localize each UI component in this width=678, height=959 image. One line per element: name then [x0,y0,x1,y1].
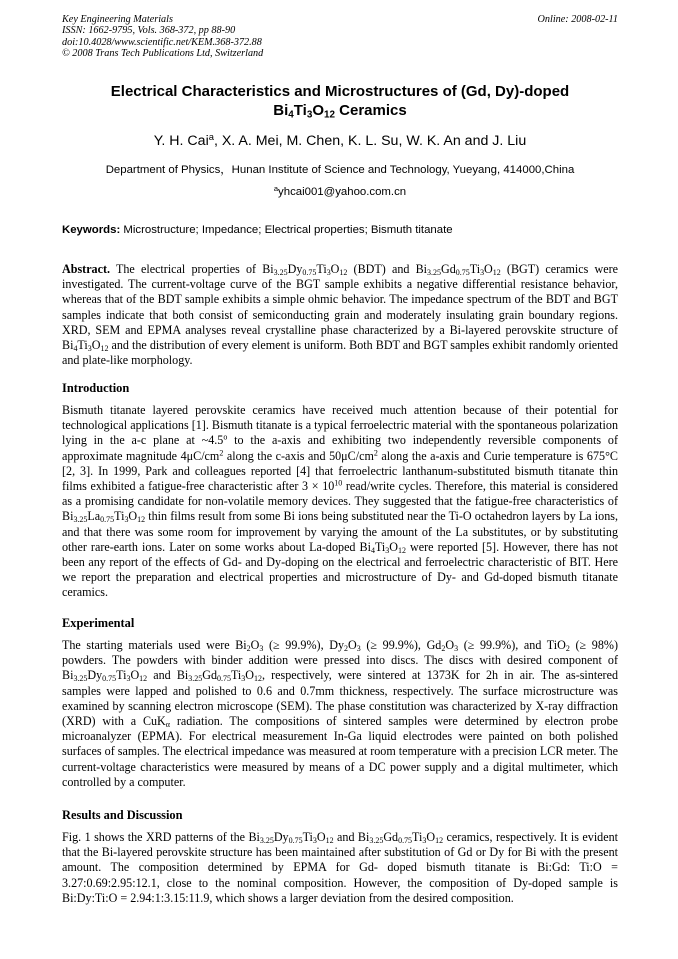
journal-name: Key Engineering Materials [62,14,173,25]
journal-doi: doi:10.4028/www.scientific.net/KEM.368-372.88 [62,36,262,48]
results-body: Fig. 1 shows the XRD patterns of the $Bi_{3.25}Dy_{0.75}Ti_3O_{12}$ and $Bi_{3.25}Gd_{0.75}Ti_3O_{12}$ ceramics, respectively. It is evident that the Bi-layered perovskite structure has been maintained after substitution of Gd or Dy for Bi with the present amount. The composition determined by EPMA for Gd- doped bismuth titanate is Bi:Gd: Ti:O = 3.27:0.69:2.95:12.1, close to the nominal composition. However, the composition of Dy-doped sample is Bi:Dy:Ti:O = 2.94:1:3.15:11.9, which shows a larger deviation from the desired composition. [62,830,618,905]
online-date: Online: 2008-02-11 [537,14,618,25]
paper-title [62,82,618,120]
journal-issn: ISSN: 1662-9795, Vols. 368-372, pp 88-90 [62,25,236,37]
introduction-body: Bismuth titanate layered perovskite ceramics have received much attention because of their potential for technological applications [1]. Bismuth titanate is a typical ferroelectric material with the spontaneous polarization lying in the a-c plane at ~4.5$^o$ to the a-axis and exhibiting two independently reversible components of approximate magnitude $4\mu C/cm^2$ along the c-axis and $50\mu C/cm^2$ along the a-axis and Curie temperature is 675°C [2, 3]. In 1999, Park and colleagues reported [4] that ferroelectric lanthanum-substituted bismuth titanate thin films exhibited a fatigue-free characteristic after $3 \times 10^{10}$ read/write cycles. Therefore, this material is considered as a promising candidate for non-volatile memory devices. They suggested that the fatigue-free characteristics of $Bi_{3.25}La_{0.75}Ti_3O_{12}$ thin films result from some Bi ions being substituted near the Ti-O octahedron layers by La ions, and that there was some room for improvement by varying the amount of the La substitutes, or by substituting other rare-earth ions. Later on some works about La-doped $Bi_4Ti_3O_{12}$ were reported [5]. However, there has not been any report of the effects of Gd- and Dy-doping on the electrical and ferroelectric characteristic of BIT. Here we report the preparation and electrical properties and microstructure of Dy- and Gd-doped bismuth titanate ceramics. [62,403,618,600]
introduction-heading: Introduction [62,381,130,395]
title-line-1: Electrical Characteristics and Microstructures of (Gd, Dy)-doped [110,83,570,100]
author-list: Y. H. Cai$^a$, X. A. Mei, M. Chen, K. L. Su, W. K. An and J. Liu [153,131,527,149]
keywords-label: Keywords: [62,224,121,236]
journal-copyright: © 2008 Trans Tech Publications Ltd, Switzerland [62,48,264,60]
abstract-label: Abstract. [62,262,111,276]
title-line-2: $Bi_4Ti_3O_{12}$ Ceramics [273,102,407,121]
affiliation: Department of Physics，Hunan Institute of Science and Technology, Yueyang, 414000,China [105,164,575,176]
experimental-heading: Experimental [62,616,135,630]
keywords [62,223,618,237]
journal-header [62,14,618,60]
keywords-text: Microstructure; Impedance; Electrical properties; Bismuth titanate [120,224,453,236]
results-heading: Results and Discussion [62,808,183,822]
abstract: Abstract. The electrical properties of $Bi_{3.25}Dy_{0.75}Ti_3O_{12}$ (BDT) and $Bi_{3.25}Gd_{0.75}Ti_3O_{12}$ (BGT) ceramics were investigated. The current-voltage curve of the BGT sample exhibits a negative differential resistance behavior, whereas that of the BDT sample exhibits a simple ohmic behavior. The impedance spectrum of the BDT and BGT samples indicate that both consist of semiconducting grain and moderately insulating grain boundary regions. XRD, SEM and EPMA analyses reveal crystalline phase characterized by a Bi-layered perovskite structure of $Bi_4Ti_3O_{12}$ and the distribution of every element is uniform. Both BDT and BGT samples exhibit randomly oriented and plate-like morphology. [62,262,618,368]
contact-email: $^a$yhcai001@yahoo.com.cn [273,183,407,198]
experimental-body: The starting materials used were $Bi_2O_3$ (≥ 99.9%), $Dy_2O_3$ (≥ 99.9%), $Gd_2O_3$ (≥ 99.9%), and TiO$_2$ (≥ 98%) powders. The powders with binder addition were pressed into discs. The discs with desired component of $Bi_{3.25}Dy_{0.75}Ti_3O_{12}$ and $Bi_{3.25}Gd_{0.75}Ti_3O_{12}$, respectively, were sintered at 1373K for 2h in air. The as-sintered samples were lapped and polished to 0.6 and 0.7mm thickness, respectively. The surface microstructure was examined by scanning electron microscope (SEM). The phase constitution was characterized by X-ray diffraction (XRD) with a CuK$_\alpha$ radiation. The compositions of sintered samples were determined by electron probe microanalyzer (EPMA). For electrical measurement In-Ga liquid electrodes were painted on both polished surfaces of samples. The electrical impedance was measured at room temperature with a precision LCR meter. The current-voltage characteristics were measured by means of a DC power supply and a digital multimeter, which controlled by a computer. [62,638,619,789]
